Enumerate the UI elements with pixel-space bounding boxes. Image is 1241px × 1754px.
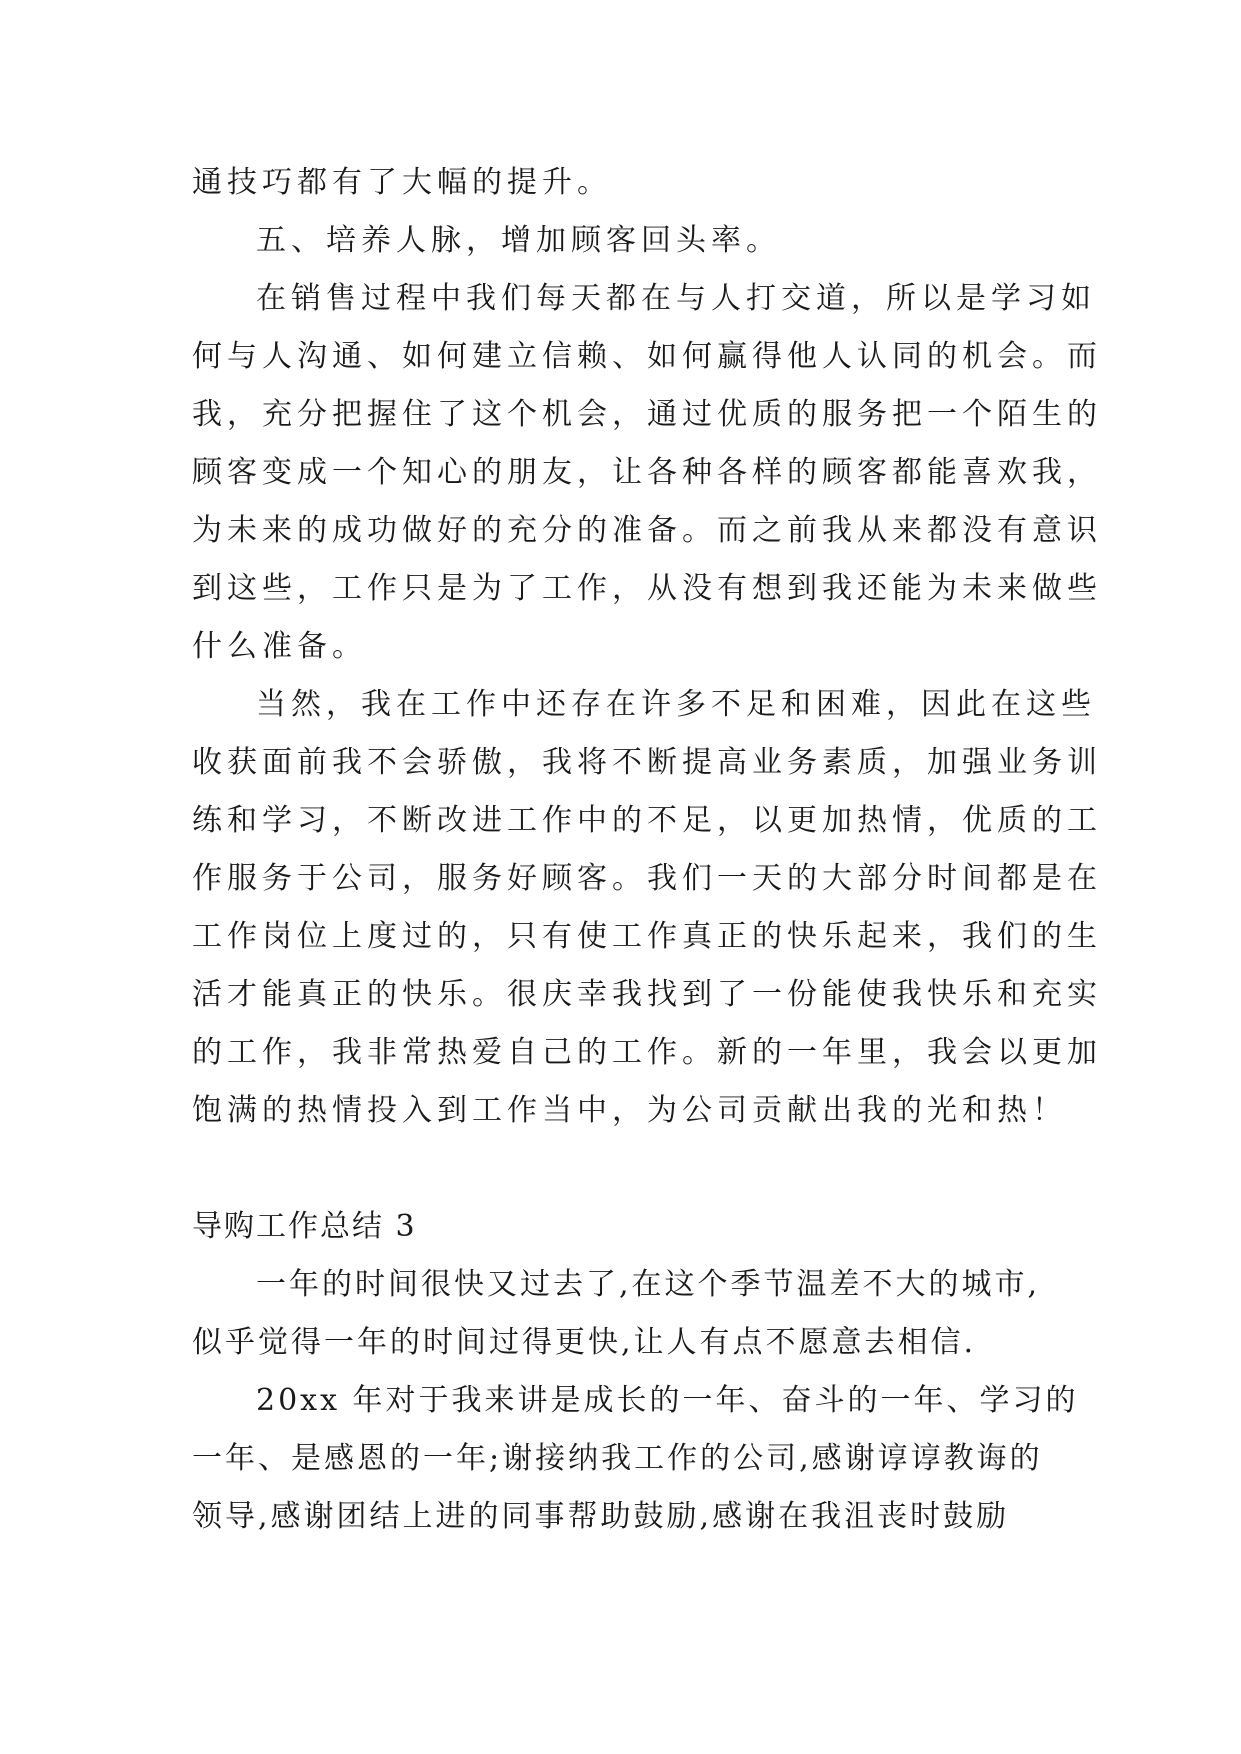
paragraph-line: 练和学习，不断改进工作中的不足，以更加热情，优质的工 xyxy=(192,803,1102,838)
section-gap xyxy=(192,1140,1052,1198)
paragraph-line: 似乎觉得一年的时间过得更快,让人有点不愿意去相信. xyxy=(192,1325,977,1360)
paragraph-line: 作服务于公司，服务好顾客。我们一天的大部分时间都是在 xyxy=(192,861,1102,896)
section-title: 导购工作总结 3 xyxy=(192,1209,417,1244)
paragraph-line: 到这些，工作只是为了工作，从没有想到我还能为未来做些 xyxy=(192,571,1102,606)
document-body xyxy=(192,154,1102,1546)
paragraph-line: 的工作，我非常热爱自己的工作。新的一年里，我会以更加 xyxy=(192,1035,1102,1070)
paragraph-line: 活才能真正的快乐。很庆幸我找到了一份能使我快乐和充实 xyxy=(192,977,1102,1012)
paragraph-line: 一年的时间很快又过去了,在这个季节温差不大的城市, xyxy=(256,1267,1041,1302)
paragraph-line: 为未来的成功做好的充分的准备。而之前我从来都没有意识 xyxy=(192,513,1102,548)
paragraph-line: 通技巧都有了大幅的提升。 xyxy=(192,165,612,200)
paragraph-line: 一年、是感恩的一年;谢接纳我工作的公司,感谢谆谆教诲的 xyxy=(192,1441,1043,1476)
paragraph-line: 领导,感谢团结上进的同事帮助鼓励,感谢在我沮丧时鼓励 xyxy=(192,1499,1010,1534)
paragraph-line: 工作岗位上度过的，只有使工作真正的快乐起来，我们的生 xyxy=(192,919,1102,954)
section-summary-3 xyxy=(192,1198,1079,1546)
paragraph-line: 在销售过程中我们每天都在与人打交道，所以是学习如 xyxy=(256,281,1096,316)
paragraph-line: 收获面前我不会骄傲，我将不断提高业务素质，加强业务训 xyxy=(192,745,1102,780)
paragraph-line: 我，充分把握住了这个机会，通过优质的服务把一个陌生的 xyxy=(192,397,1102,432)
paragraph-line: 顾客变成一个知心的朋友，让各种各样的顾客都能喜欢我， xyxy=(192,455,1102,490)
paragraph-line: 当然，我在工作中还存在许多不足和困难，因此在这些 xyxy=(256,687,1096,722)
paragraph-line: 何与人沟通、如何建立信赖、如何赢得他人认同的机会。而 xyxy=(192,339,1102,374)
paragraph-line: 什么准备。 xyxy=(192,629,367,664)
paragraph-line: 20xx 年对于我来讲是成长的一年、奋斗的一年、学习的 xyxy=(256,1383,1079,1418)
paragraph-line: 饱满的热情投入到工作当中，为公司贡献出我的光和热！ xyxy=(192,1093,1067,1128)
section-heading-line: 五、培养人脉，增加顾客回头率。 xyxy=(256,223,781,258)
